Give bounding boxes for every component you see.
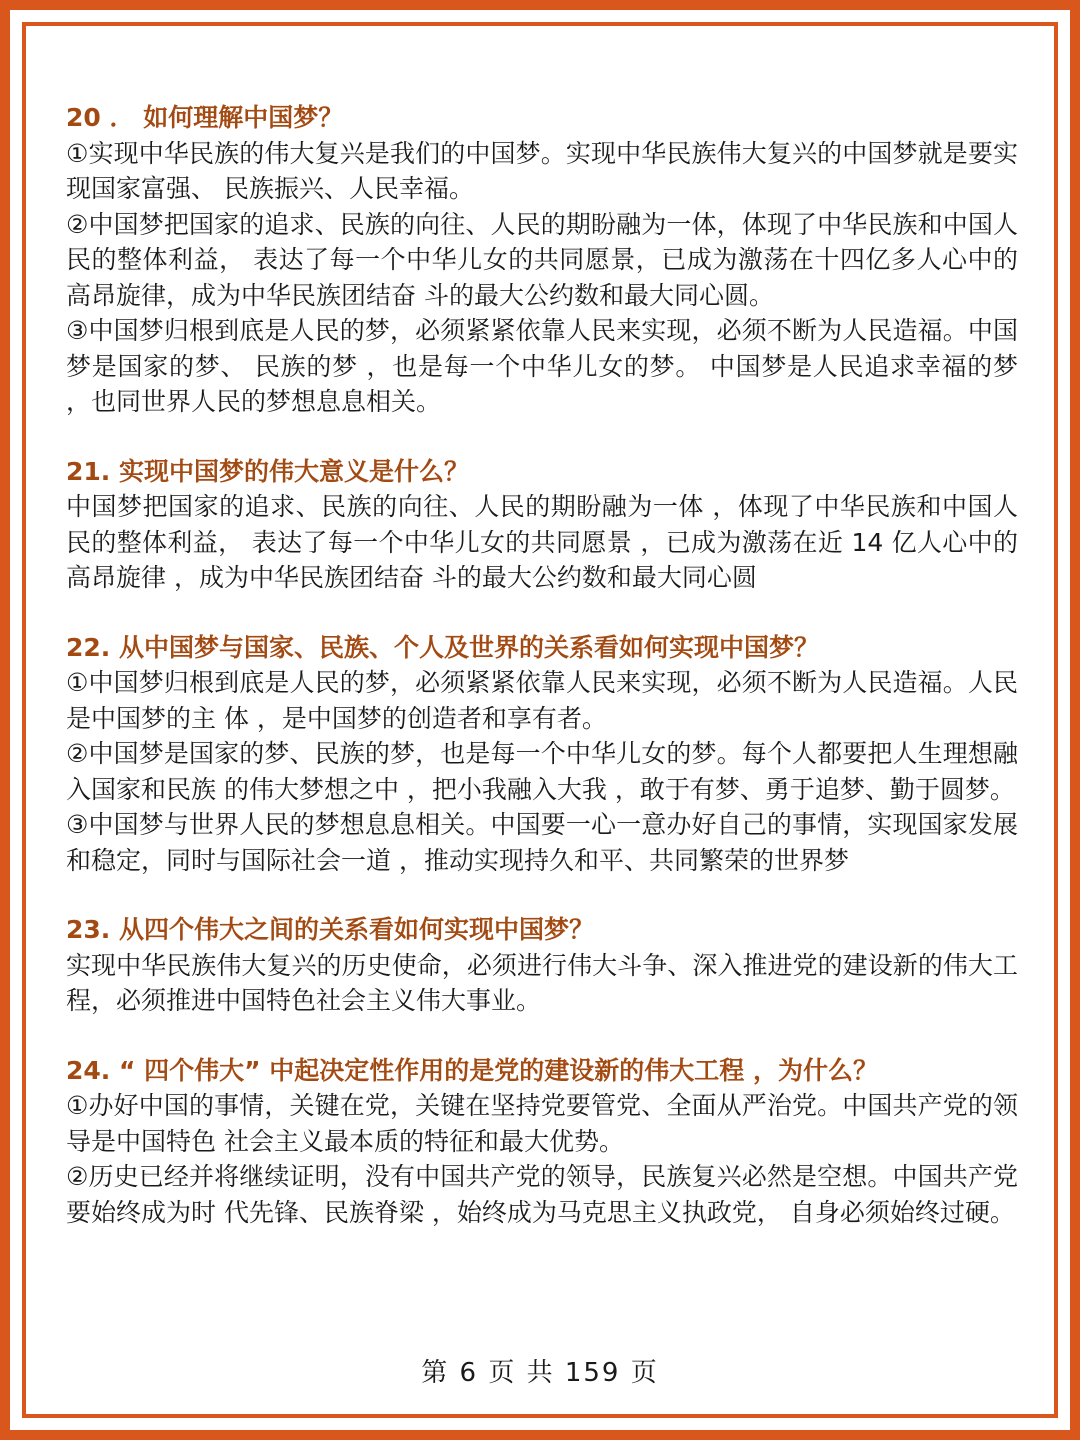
question-heading: 21. 实现中国梦的伟大意义是什么？: [66, 456, 469, 486]
section-22: [66, 630, 1018, 879]
document-body: [66, 100, 1018, 1264]
answer-paragraph: ③中国梦归根到底是人民的梦，必须紧紧依靠人民来实现，必须不断为人民造福。中国梦是国家的梦、 民族的梦 ，也是每一个中华儿女的梦。 中国梦是人民追求幸福的梦 ，也同世界人民的梦想息息相关。: [66, 316, 1018, 416]
section-24: [66, 1053, 1018, 1231]
answer-paragraph: 实现中华民族伟大复兴的历史使命，必须进行伟大斗争、深入推进党的建设新的伟大工程，必须推进中国特色社会主义伟大事业。: [66, 950, 1018, 1015]
answer-paragraph: ②中国梦把国家的追求、民族的向往、人民的期盼融为一体，体现了中华民族和中国人民的整体利益， 表达了每一个中华儿女的共同愿景，已成为激荡在十四亿多人心中的高昂旋律，成为中华民族团结奋 斗的最大公约数和最大同心圆。: [66, 209, 1018, 310]
section-23: [66, 912, 1018, 1019]
answer-paragraph: ③中国梦与世界人民的梦想息息相关。中国要一心一意办好自己的事情，实现国家发展和稳定，同时与国际社会一道 ，推动实现持久和平、共同繁荣的世界梦: [66, 810, 1018, 875]
question-heading: 22. 从中国梦与国家、民族、个人及世界的关系看如何实现中国梦？: [66, 632, 819, 662]
question-heading: 20 ． 如何理解中国梦？: [66, 103, 344, 132]
section-21: [66, 454, 1018, 596]
answer-paragraph: ②历史已经并将继续证明，没有中国共产党的领导，民族复兴必然是空想。中国共产党要始终成为时 代先锋、民族脊梁 ，始终成为马克思主义执政党， 自身必须始终过硬。: [66, 1162, 1018, 1227]
answer-paragraph: ②中国梦是国家的梦、民族的梦，也是每一个中华儿女的梦。每个人都要把人生理想融入国家和民族 的伟大梦想之中 ，把小我融入大我 ，敢于有梦、勇于追梦、勤于圆梦。: [66, 739, 1018, 804]
answer-paragraph: ①办好中国的事情，关键在党，关键在坚持党要管党、全面从严治党。中国共产党的领导是中国特色 社会主义最本质的特征和最大优势。: [66, 1091, 1018, 1156]
answer-paragraph: ①中国梦归根到底是人民的梦，必须紧紧依靠人民来实现，必须不断为人民造福。人民是中国梦的主 体 ，是中国梦的创造者和享有者。: [66, 668, 1018, 733]
answer-paragraph: ①实现中华民族的伟大复兴是我们的中国梦。实现中华民族伟大复兴的中国梦就是要实现国家富强、 民族振兴、人民幸福。: [66, 138, 1018, 203]
page-number: 第 6 页 共 159 页: [421, 1358, 659, 1388]
answer-paragraph: 中国梦把国家的追求、民族的向往、人民的期盼融为一体 ，体现了中华民族和中国人民的整体利益， 表达了每一个中华儿女的共同愿景 ，已成为激荡在近 14 亿人心中的高昂旋律 ，成为中华民族团结奋 斗的最大公约数和最大同心圆: [66, 492, 1018, 592]
section-20: [66, 100, 1018, 420]
question-heading: 23. 从四个伟大之间的关系看如何实现中国梦？: [66, 915, 594, 944]
question-heading: 24. “ 四个伟大” 中起决定性作用的是党的建设新的伟大工程 ，为什么？: [66, 1055, 878, 1085]
